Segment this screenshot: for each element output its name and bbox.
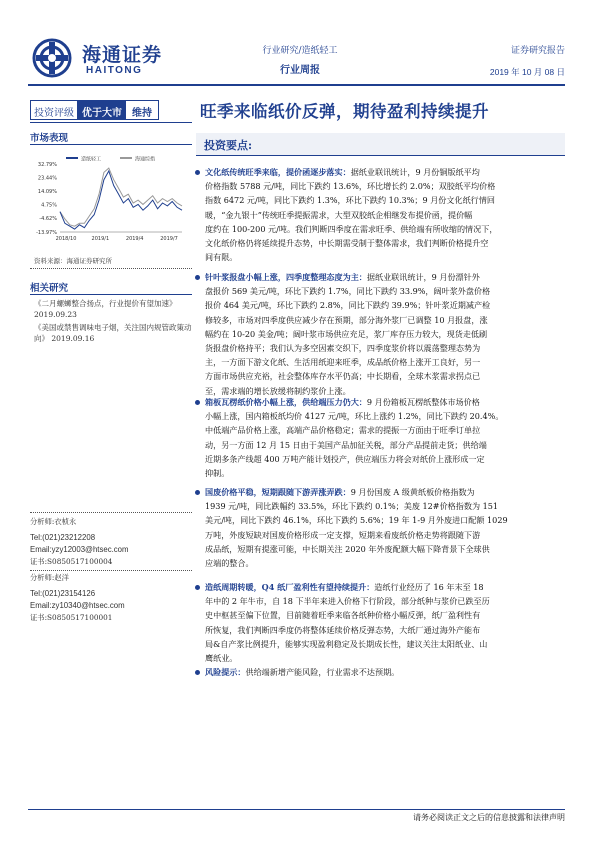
paragraph-line: 1939 元/吨，同比跌幅约 33.5%，环比下跌约 0.1%；美废 12#价格指数为 151 xyxy=(205,501,499,512)
paragraph-line: 应端的整合。 xyxy=(205,558,254,569)
paragraph-line: 抑制。 xyxy=(205,468,230,479)
related-underline xyxy=(30,294,192,295)
paragraph-line: 国废价格平稳，短期跟随下游弄涨弄跌：9 月份国废 A 级黄纸板价格指数为 xyxy=(205,487,475,497)
series-line xyxy=(60,171,182,229)
paragraph-line: 针叶浆报盘小幅上涨，四季度整理态度为主：据纸业联讯统计，9 月份漂针外 xyxy=(205,272,480,282)
key-points-heading: 投资要点: xyxy=(204,139,253,152)
analyst-tel: Tel:(021)23154126 xyxy=(30,589,96,598)
paragraph-line: 美元/吨，同比下跌约 46.1%，环比下跌约 5.6%；19 年 1-9 月外废进口配额 1029 xyxy=(205,515,508,526)
paragraph-line: 动，另一方面 12 月 15 日由于美国产品加征关税，部分产品提前走货；供给端 xyxy=(205,439,487,450)
legend-label: 造纸轻工 xyxy=(81,156,102,163)
paragraph-line: 主，一方面下游文化纸、生活用纸迎来旺季，成品纸价格上涨开工良好，另一 xyxy=(205,357,481,368)
x-tick-label: 2019/1 xyxy=(91,236,110,242)
paragraph-line: 箱板瓦楞纸价格小幅上涨，供给端压力仍大：9 月份箱板瓦楞纸整体市场价格 xyxy=(205,397,480,407)
report-type: 行业周报 xyxy=(280,65,320,76)
rating-value: 优于大市 xyxy=(78,101,126,119)
report-category: 行业研究/造纸轻工 xyxy=(262,46,338,56)
rating-underline xyxy=(30,122,192,123)
y-tick-label: 23.44% xyxy=(37,175,57,182)
bullet-icon xyxy=(195,585,200,590)
analyst-name: 分析师:赵洋 xyxy=(30,573,69,582)
analyst-block xyxy=(30,516,129,568)
x-tick-label: 2018/10 xyxy=(55,236,77,242)
bullet-icon xyxy=(195,275,200,280)
y-tick-label: 32.79% xyxy=(37,161,57,168)
paragraph-line: 文化纸传统旺季来临，提价函逐步落实：据纸业联讯统计，9 月份铜版纸平均 xyxy=(205,167,480,177)
market-heading: 市场表现 xyxy=(30,133,69,144)
paragraph-line: 盘报价 569 美元/吨，环比下跌约 1.7%，同比下跌约 33.9%，阔叶浆外盘价格 xyxy=(205,286,491,297)
paragraph-line: 价格指数 5788 元/吨，同比下跌约 13.6%，环比增长约 2.0%；双胶纸平均价格 xyxy=(205,181,496,192)
paragraph-line: 鹰纸业。 xyxy=(205,653,238,664)
report-date: 2019 年 10 月 08 日 xyxy=(489,67,565,77)
related-item[interactable] xyxy=(34,322,192,344)
paragraph-lead: 针叶浆报盘小幅上涨，四季度整理态度为主： xyxy=(205,272,367,282)
haitong-logo-icon xyxy=(32,38,72,78)
paragraph-lead: 风险提示： xyxy=(205,667,246,677)
related-item-title[interactable]: 《美国或禁售调味电子烟，关注国内规管政策动向》 xyxy=(34,323,192,343)
analyst-divider xyxy=(30,570,192,571)
paragraph-line: 指数 6472 元/吨，同比下跌约 1.3%，环比下跌约 10.3%；9 月份文化纸行情回 xyxy=(205,195,495,206)
x-tick-label: 2019/4 xyxy=(125,236,144,242)
rating-label: 投资评级 xyxy=(31,101,78,119)
analyst-block xyxy=(30,572,125,624)
paragraph-line: 度约在 100-200 元/吨。我们判断四季度在需求旺季、供给端有所收缩的情况下， xyxy=(205,223,498,234)
footer-divider xyxy=(28,809,565,810)
paragraph-line: 幅约在 10-20 美金/吨；阔叶浆市场供应充足，浆厂库存压力较大，现货走低刷 xyxy=(205,328,488,339)
analyst-name: 分析师:衣桢永 xyxy=(30,517,77,526)
related-heading: 相关研究 xyxy=(30,283,69,294)
page-title: 旺季来临纸价反弹，期待盈利持续提升 xyxy=(200,102,489,121)
market-chart xyxy=(30,150,192,250)
related-item-date: 2019.09.16 xyxy=(51,334,95,343)
footer-disclaimer[interactable]: 请务必阅读正文之后的信息披露和法律声明 xyxy=(413,813,565,822)
y-tick-label: -13.97% xyxy=(36,229,57,236)
analyst-email[interactable]: Email:yzy12003@htsec.com xyxy=(30,545,129,554)
paragraph-line: 小幅上涨，国内箱板纸均价 4127 元/吨，环比上涨约 1.2%，同比下跌约 20.4%。 xyxy=(205,411,504,422)
analyst-cert: 证书:S0850517100004 xyxy=(30,557,113,566)
paragraph-line: 至，需求端的增长放缓将制约浆价上涨。 xyxy=(205,385,351,396)
bullet-icon xyxy=(195,170,200,175)
paragraph-line: 所恢复，我们判断四季度仍将整体延续价格反弹态势，大纸厂通过海外产能布 xyxy=(205,624,481,635)
paragraph-line: 报价 464 美元/吨，环比下跌约 2.8%，同比下跌约 39.9%；针叶浆近期减产检 xyxy=(205,300,491,311)
key-point-paragraph xyxy=(205,485,561,570)
paragraph-line: 间有限。 xyxy=(205,252,238,263)
key-point-paragraph xyxy=(205,270,561,398)
bullet-icon xyxy=(195,670,200,675)
legend-label: 海通综指 xyxy=(135,156,156,163)
related-item-title[interactable]: 《二月螺蛳整合扬点，行业提价有望加速》 xyxy=(34,299,177,308)
paragraph-line: 货报盘价格持平；我们认为多空因素交织下，四季度浆价将以震荡整理态势为 xyxy=(205,343,481,354)
paragraph-lead: 国废价格平稳，短期跟随下游弄涨弄跌： xyxy=(205,487,351,497)
paragraph-line: 方面市场供应充裕，社会整体库存水平仍高；中长期看，全球木浆需求拐点已 xyxy=(205,371,481,382)
x-tick-label: 2019/7 xyxy=(160,236,178,242)
paragraph-line: 造纸周期转暖，Q4 纸厂盈利性有望持续提升：造纸行业经历了 16 年末至 18 xyxy=(205,582,484,592)
key-point-paragraph xyxy=(205,395,561,480)
y-tick-label: 14.09% xyxy=(37,189,57,195)
bullet-icon xyxy=(195,490,200,495)
paragraph-lead: 箱板瓦楞纸价格小幅上涨，供给端压力仍大： xyxy=(205,397,367,407)
paragraph-line: 中低端产品价格上涨，高端产品价格稳定；需求的提振一方面由于旺季订单拉 xyxy=(205,425,481,436)
rating-action: 维持 xyxy=(132,108,152,119)
paragraph-line: 局&自产浆比例提升，能够实现盈利稳定及长期成长性，建议关注太阳纸业、山 xyxy=(205,638,488,649)
paragraph-line: 史中枢甚至偏下位置，目前随着旺季来临各纸种价格小幅反弹，纸厂盈利性有 xyxy=(205,610,481,621)
paragraph-line: 暖，“金九银十”传统旺季提振需求，大型双胶纸企相继发布提价函，提价幅 xyxy=(205,209,473,220)
analyst-cert: 证书:S0850517100001 xyxy=(30,613,113,622)
y-tick-label: -4.62% xyxy=(39,216,57,223)
logo-text-cn: 海通证券 xyxy=(82,44,163,66)
org-report-label: 证券研究报告 xyxy=(510,46,565,56)
header-divider xyxy=(28,84,565,86)
y-tick-label: 4.75% xyxy=(41,202,57,209)
bullet-icon xyxy=(195,400,200,405)
analyst-divider xyxy=(30,512,192,513)
analyst-tel: Tel:(021)23212208 xyxy=(30,533,96,542)
related-item-date: 2019.09.23 xyxy=(34,310,77,319)
divider xyxy=(30,268,192,269)
paragraph-line: 万吨，外废短缺对国废价格形成一定支撑，短期来看废纸价格走势将跟随下游 xyxy=(205,529,481,540)
paragraph-line: 近期多条产线超 400 万吨产能计划投产，供应端压力将会对纸价上涨形成一定 xyxy=(205,453,485,464)
rating-box xyxy=(30,100,159,120)
key-point-paragraph xyxy=(205,580,561,665)
series-line xyxy=(60,168,182,226)
related-item[interactable] xyxy=(34,298,192,320)
market-underline xyxy=(30,144,192,145)
paragraph-line: 风险提示：供给端新增产能风险，行业需求不达预期。 xyxy=(205,667,400,677)
chart-source: 资料来源：海通证券研究所 xyxy=(34,257,112,265)
key-point-paragraph xyxy=(205,665,561,679)
paragraph-line: 文化纸价格仍将延续提升态势，中长期需受制于整体需求，我们判断价格提升空 xyxy=(205,238,489,249)
paragraph-lead: 文化纸传统旺季来临，提价函逐步落实： xyxy=(205,167,351,177)
paragraph-line: 修较多，市场对四季度供应减少存在预期，部分海外浆厂已调整 10 月报盘，涨 xyxy=(205,314,488,325)
logo-text-en: HAITONG xyxy=(86,65,143,76)
paragraph-line: 年中的 2 年牛市，自 18 下半年来进入价格下行阶段，部分纸种与浆价已跌至历 xyxy=(205,596,490,607)
paragraph-line: 成品纸，短期有提涨可能，中长期关注 2020 年外废配额大幅下降背景下全球供 xyxy=(205,543,490,554)
analyst-email[interactable]: Email:zy10340@htsec.com xyxy=(30,601,125,610)
paragraph-lead: 造纸周期转暖，Q4 纸厂盈利性有望持续提升： xyxy=(205,582,375,592)
key-point-paragraph xyxy=(205,165,561,264)
